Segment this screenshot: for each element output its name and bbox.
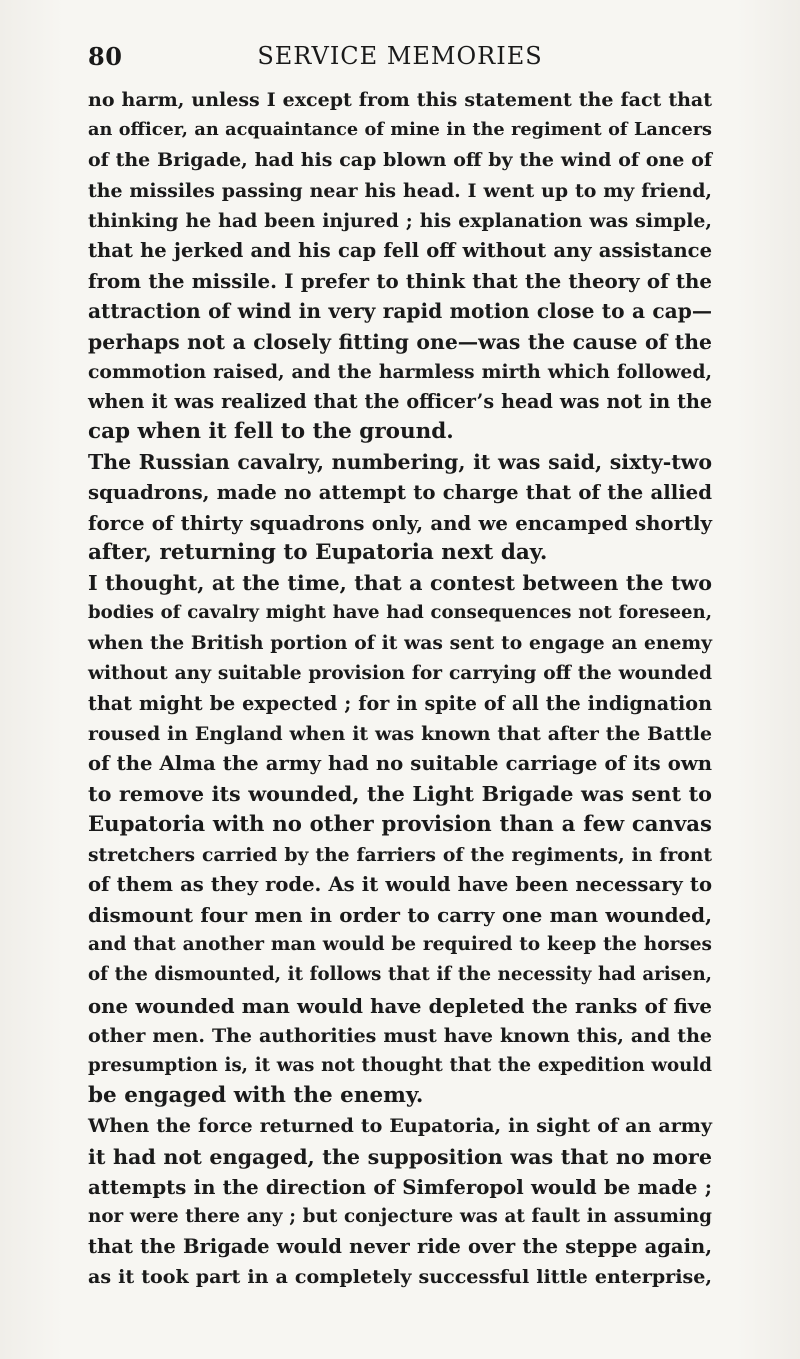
text-line: attraction of wind in very rapid motion close to a cap— xyxy=(88,299,712,324)
text-line: of the dismounted, it follows that if the necessity had arisen, xyxy=(88,964,712,986)
text-line: as it took part in a completely successful little enterprise, xyxy=(88,1265,712,1289)
text-line: commotion raised, and the harmless mirth which followed, xyxy=(88,360,712,383)
text-line: that might be expected ; for in spite of all the indignation xyxy=(88,691,712,715)
text-line: perhaps not a closely fitting one—was the cause of the xyxy=(88,329,712,354)
text-line: no harm, unless I except from this statement the fact that xyxy=(88,89,712,111)
text-line: When the force returned to Eupatoria, in sight of an army xyxy=(88,1115,712,1138)
text-line: Eupatoria with no other provision than a few canvas xyxy=(88,811,712,837)
text-line: thinking he had been injured ; his explanation was simple, xyxy=(88,209,712,232)
text-line: attempts in the direction of Simferopol would be made ; xyxy=(88,1174,712,1199)
text-line: of the Brigade, had his cap blown off by the wind of one of xyxy=(88,149,712,172)
text-line: to remove its wounded, the Light Brigade was sent to xyxy=(88,782,712,807)
text-line: one wounded man would have depleted the ranks of five xyxy=(88,993,712,1018)
text-line: that he jerked and his cap fell off without any assistance xyxy=(88,238,712,262)
text-line: an officer, an acquaintance of mine in the regiment of Lancers xyxy=(88,119,712,141)
text-line: other men. The authorities must have known this, and the xyxy=(88,1024,712,1047)
body-text xyxy=(88,85,712,1293)
text-line: when the British portion of it was sent to engage an enemy xyxy=(88,632,712,655)
text-line: cap when it fell to the ground. xyxy=(88,419,454,445)
text-line: stretchers carried by the farriers of the regiments, in front xyxy=(88,843,712,866)
running-head: SERVICE MEMORIES xyxy=(257,42,543,70)
text-line: that the Brigade would never ride over the steppe again, xyxy=(88,1235,712,1259)
text-line: without any suitable provision for carrying off the wounded xyxy=(88,662,712,684)
text-line: from the missile. I prefer to think that the theory of the xyxy=(88,269,712,294)
text-line: roused in England when it was known that after the Battle xyxy=(88,722,712,745)
text-line: I thought, at the time, that a contest between the two xyxy=(88,571,712,595)
text-line: it had not engaged, the supposition was that no more xyxy=(88,1144,712,1169)
text-line: bodies of cavalry might have had consequences not foreseen, xyxy=(88,602,712,624)
text-line: be engaged with the enemy. xyxy=(88,1083,424,1109)
text-line: of them as they rode. As it would have been necessary to xyxy=(88,872,712,896)
text-line: dismount four men in order to carry one man wounded, xyxy=(88,903,712,928)
text-line: squadrons, made no attempt to charge that of the allied xyxy=(88,480,712,505)
text-line: of the Alma the army had no suitable carriage of its own xyxy=(88,752,712,776)
page-number: 80 xyxy=(88,42,123,71)
text-line: the missiles passing near his head. I went up to my friend, xyxy=(88,179,712,202)
text-line: and that another man would be required to keep the horses xyxy=(88,934,712,956)
text-line: after, returning to Eupatoria next day. xyxy=(88,539,548,565)
text-line: nor were there any ; but conjecture was at fault in assuming xyxy=(88,1205,712,1227)
text-line: when it was realized that the officer’s head was not in the xyxy=(88,389,712,413)
text-line: force of thirty squadrons only, and we encamped shortly xyxy=(88,510,712,535)
text-line: The Russian cavalry, numbering, it was said, sixty-two xyxy=(88,450,712,475)
page-header xyxy=(88,42,712,78)
text-line: presumption is, it was not thought that the expedition would xyxy=(88,1055,712,1076)
